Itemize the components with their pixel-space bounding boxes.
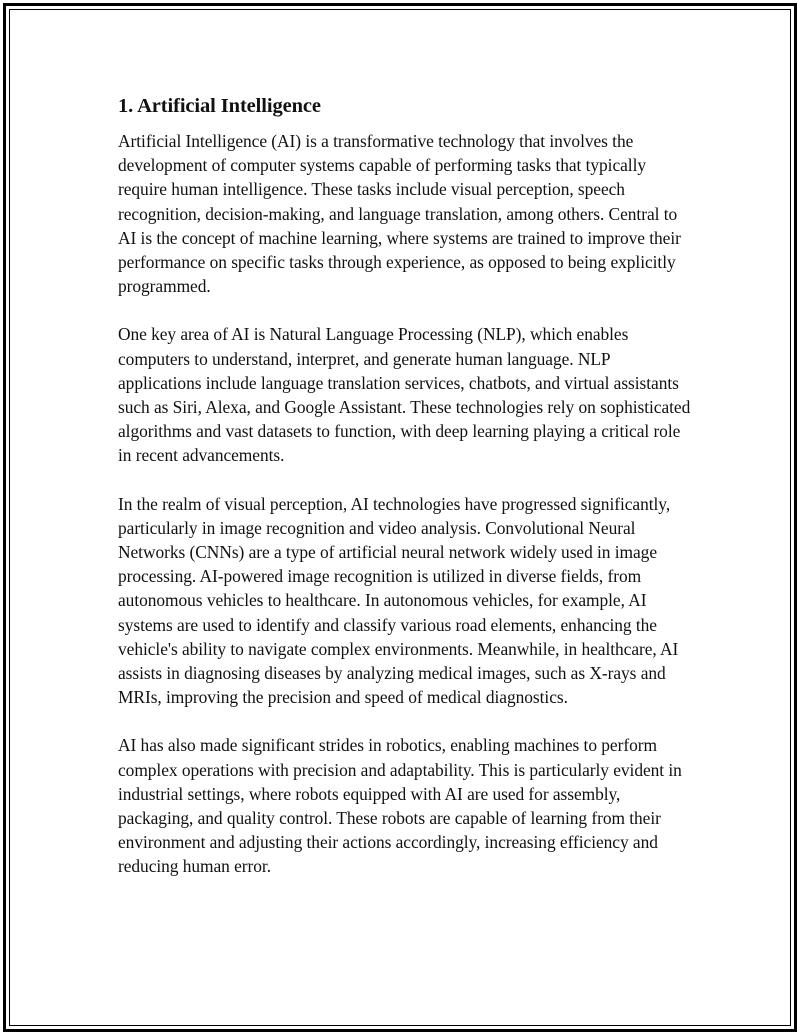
section-heading: 1. Artificial Intelligence: [118, 95, 321, 117]
paragraph-ai-definition: Artificial Intelligence (AI) is a transformative technology that involves the development of computer systems capable of performing tasks that typically require human intelligence. These tasks include visual perception, speech recognition, decision-making, and language translation, among others. Central to AI is the concept of machine learning, where systems are trained to improve their performance on specific tasks through experience, as opposed to being explicitly programmed.: [118, 131, 681, 297]
document-body: [118, 92, 693, 903]
paragraph-nlp: One key area of AI is Natural Language Processing (NLP), which enables computers to understand, interpret, and generate human language. NLP applications include language translation services, chatbots, and virtual assistants such as Siri, Alexa, and Google Assistant. These technologies rely on sophisticated algorithms and vast datasets to function, with deep learning playing a critical role in recent advancements.: [118, 324, 691, 466]
paragraph-robotics: AI has also made significant strides in robotics, enabling machines to perform complex operations with precision and adaptability. This is particularly evident in industrial settings, where robots equipped with AI are used for assembly, packaging, and quality control. These robots are capable of learning from their environment and adjusting their actions accordingly, increasing efficiency and reducing human error.: [118, 735, 682, 877]
paragraph-visual-perception: In the realm of visual perception, AI technologies have progressed significantly, particularly in image recognition and video analysis. Convolutional Neural Networks (CNNs) are a type of artificial neural network widely used in image processing. AI-powered image recognition is utilized in diverse fields, from autonomous vehicles to healthcare. In autonomous vehicles, for example, AI systems are used to identify and classify various road elements, enhancing the vehicle's ability to navigate complex environments. Meanwhile, in healthcare, AI assists in diagnosing diseases by analyzing medical images, such as X-rays and MRIs, improving the precision and speed of medical diagnostics.: [118, 493, 679, 708]
